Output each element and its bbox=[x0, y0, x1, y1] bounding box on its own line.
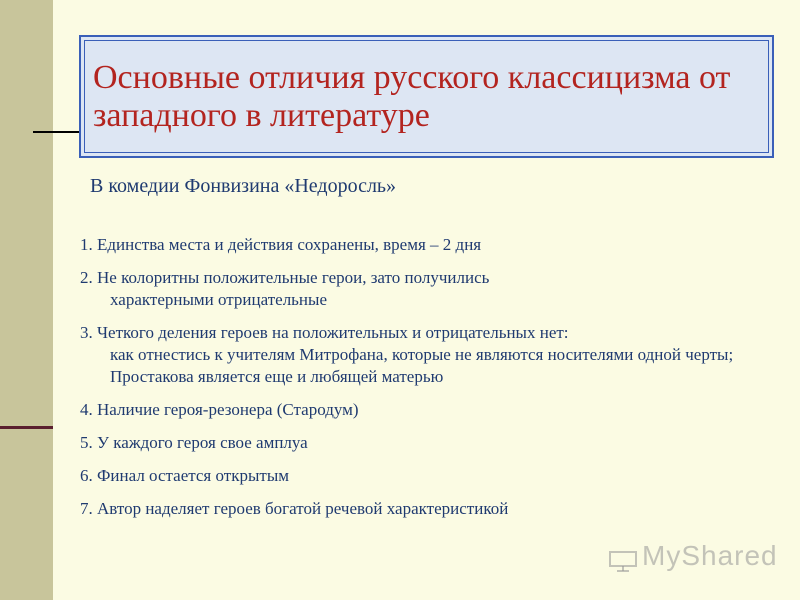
list-item bbox=[80, 234, 750, 256]
slide-title: Основные отличия русского классицизма от западного в литературе bbox=[93, 59, 731, 134]
list-item-text: 2. Не колоритны положительные герои, зато получились bbox=[80, 268, 490, 287]
list-item bbox=[80, 267, 750, 311]
list-item-text: 3. Четкого деления героев на положительных и отрицательных нет: bbox=[80, 323, 569, 342]
list-item bbox=[80, 498, 750, 520]
list-item-continuation: характерными отрицательные bbox=[110, 290, 327, 309]
list-item bbox=[80, 322, 750, 388]
strip-accent-line bbox=[0, 426, 53, 429]
list-item-text: 1. Единства места и действия сохранены, время – 2 дня bbox=[80, 235, 482, 254]
list-item bbox=[80, 399, 750, 421]
list-item bbox=[80, 465, 750, 487]
left-decorative-strip bbox=[0, 0, 53, 600]
list-item-text: 5. У каждого героя свое амплуа bbox=[80, 433, 308, 452]
presentation-icon bbox=[608, 547, 638, 569]
list-item bbox=[80, 432, 750, 454]
title-connector-line bbox=[33, 131, 81, 133]
list-item-continuation: как отнестись к учителям Митрофана, которые не являются носителями одной черты; Простакова является еще и любящей матерью bbox=[110, 345, 734, 386]
list-item-text: 7. Автор наделяет героев богатой речевой характеристикой bbox=[80, 499, 509, 518]
title-box bbox=[79, 35, 774, 158]
watermark-text: MyShared bbox=[642, 540, 778, 571]
list-item-text: 4. Наличие героя-резонера (Стародум) bbox=[80, 400, 359, 419]
watermark bbox=[608, 540, 778, 572]
list-item-text: 6. Финал остается открытым bbox=[80, 466, 289, 485]
slide-subtitle: В комедии Фонвизина «Недоросль» bbox=[90, 175, 397, 197]
differences-list bbox=[80, 234, 750, 531]
